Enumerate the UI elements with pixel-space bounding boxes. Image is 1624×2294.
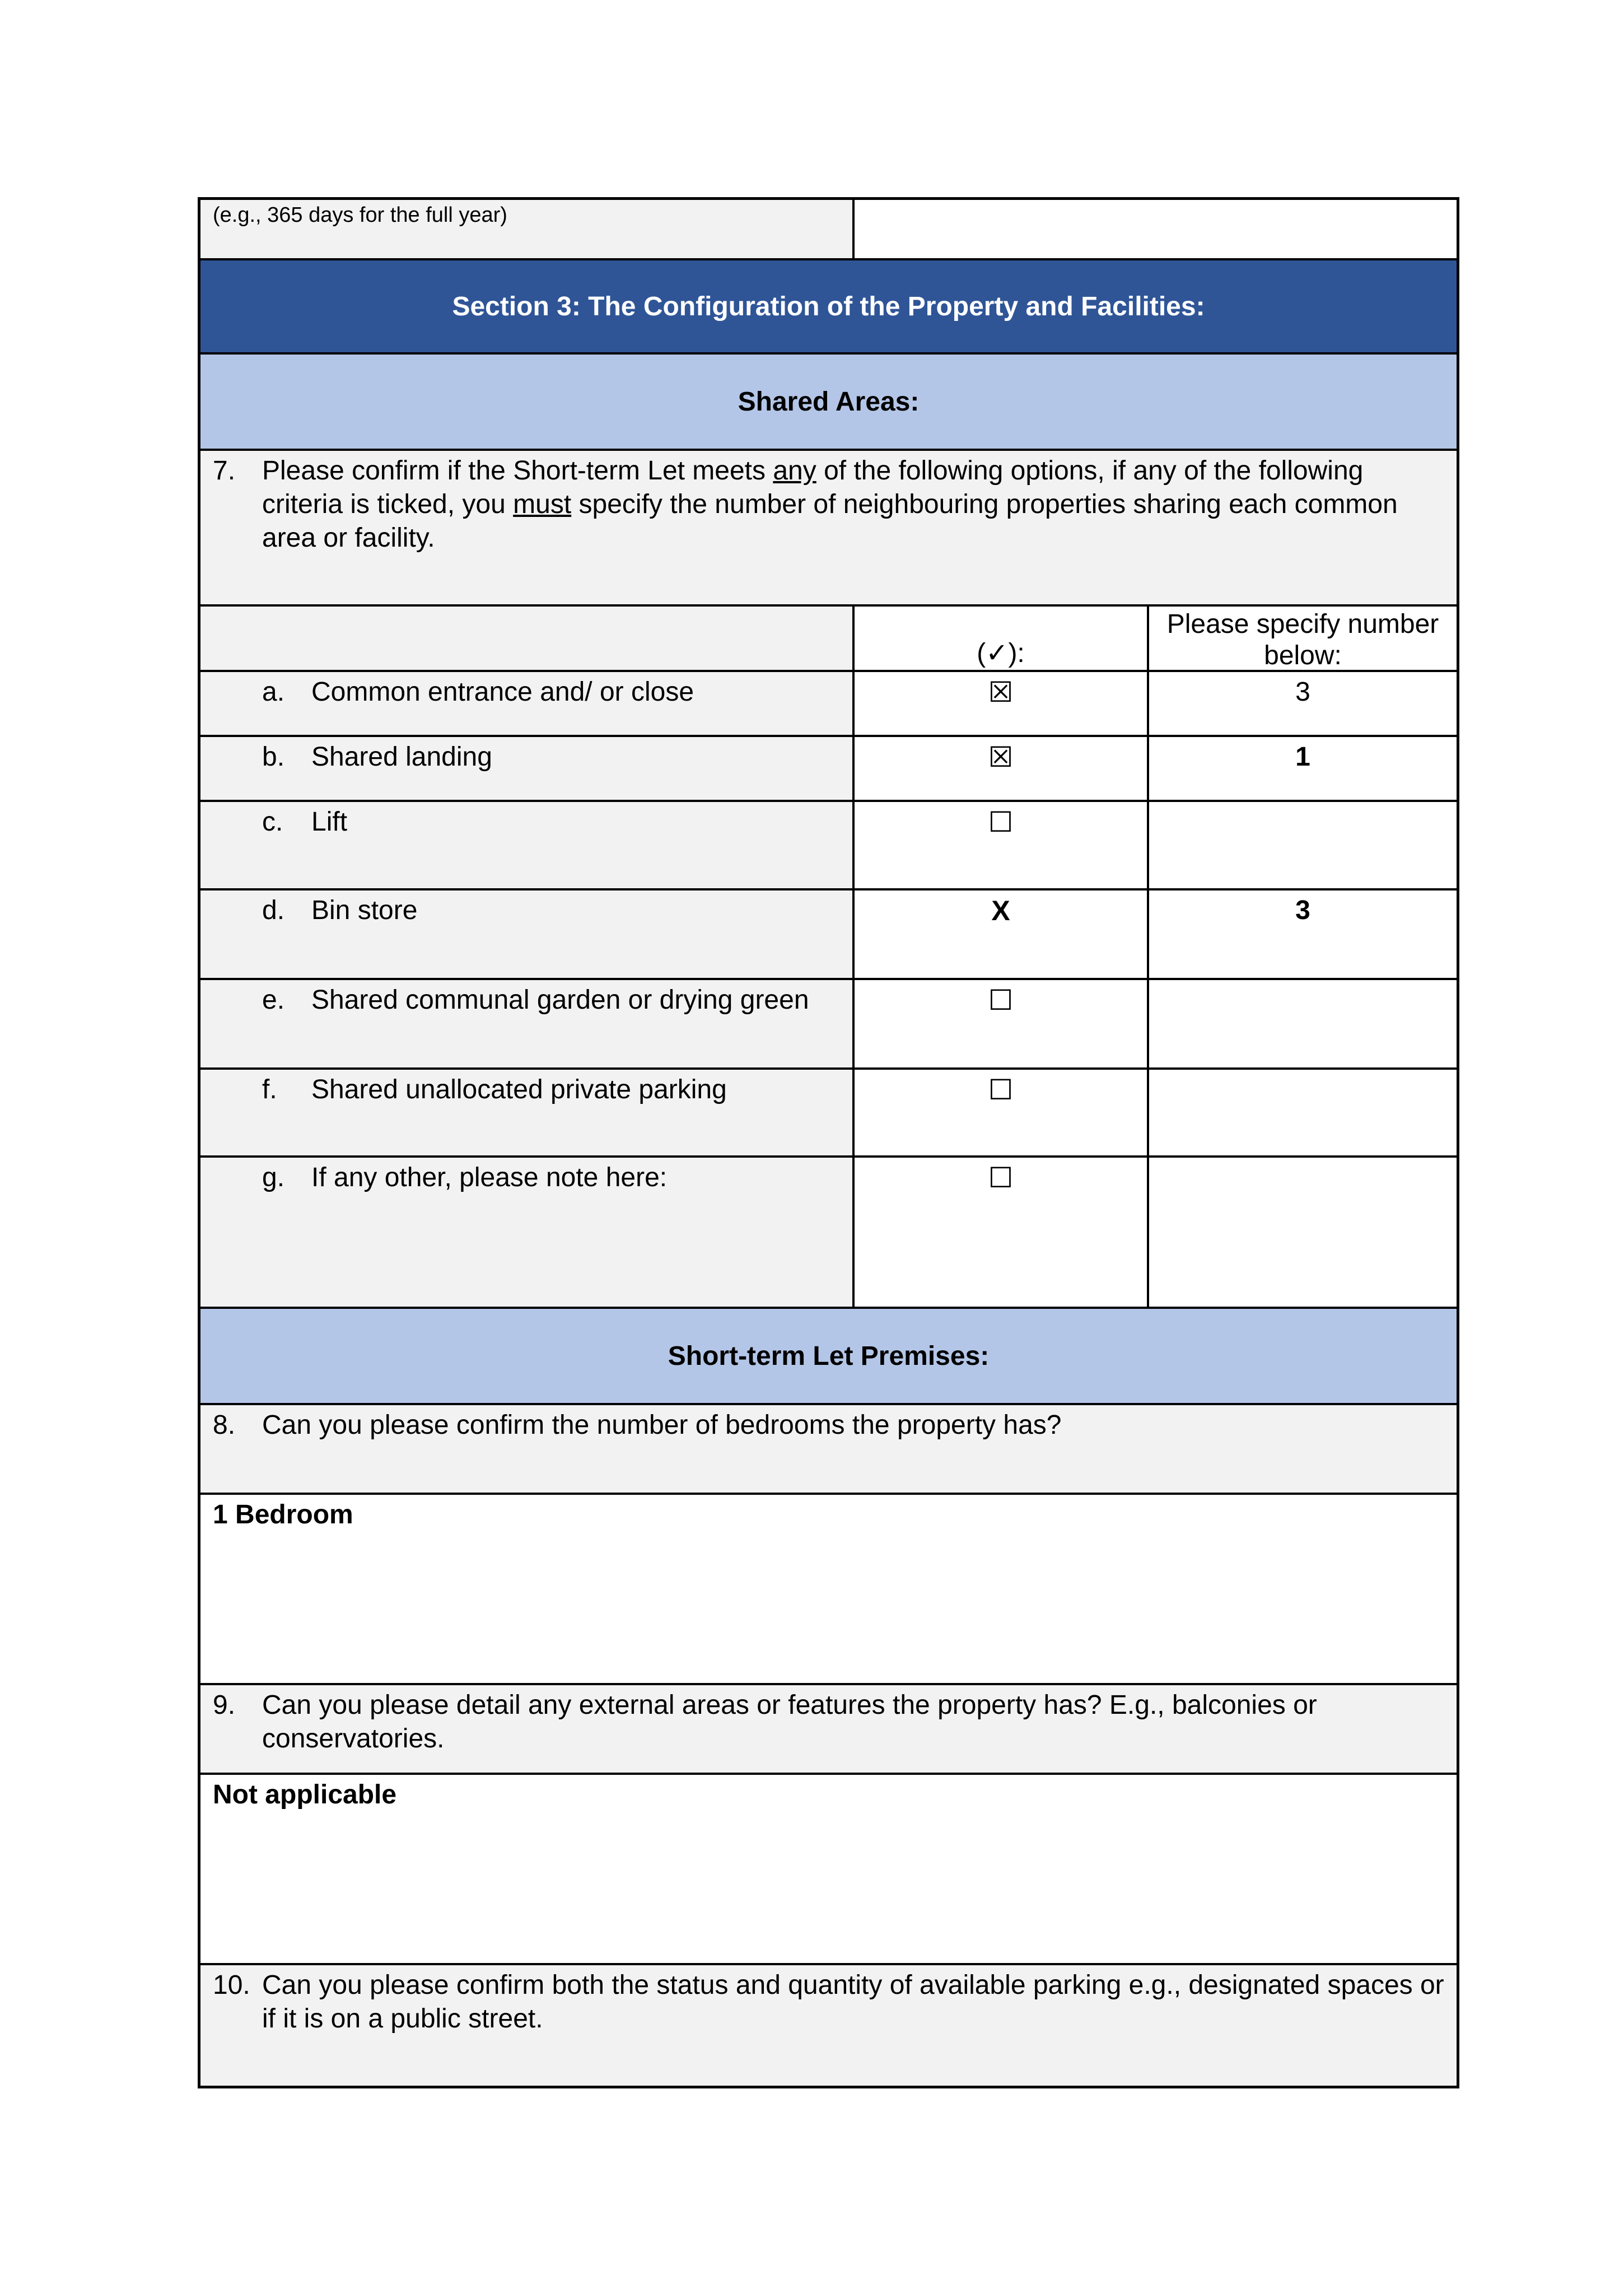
question-9-number: 9. (213, 1690, 236, 1720)
shared-area-label-cell (200, 737, 855, 800)
days-row (200, 200, 1457, 258)
number-field[interactable]: 3 (1149, 672, 1457, 735)
shared-area-label-cell (200, 802, 855, 888)
shared-area-row (200, 1067, 1457, 1155)
question-9-answer-row (200, 1773, 1457, 1963)
number-column-header: Please specify number below: (1149, 607, 1457, 670)
item-label: Shared unallocated private parking (311, 1075, 727, 1104)
shared-area-label-cell (200, 1070, 855, 1155)
shared-area-row (200, 735, 1457, 800)
item-letter: e. (262, 985, 285, 1015)
shared-area-label-cell (200, 672, 855, 735)
question-8 (200, 1405, 1457, 1493)
question-7 (200, 451, 1457, 604)
question-10-number: 10. (213, 1970, 250, 2000)
number-field[interactable] (1149, 802, 1457, 888)
question-9-row (200, 1683, 1457, 1773)
question-8-answer[interactable]: 1 Bedroom (213, 1500, 353, 1530)
shared-area-row (200, 888, 1457, 978)
item-label: Common entrance and/ or close (311, 677, 694, 707)
q7-text-part: Please confirm if the Short-term Let meets (262, 456, 773, 486)
shared-area-row (200, 670, 1457, 735)
section-3-title: Section 3: The Configuration of the Property and Facilities: (452, 291, 1205, 321)
number-field[interactable]: 1 (1149, 737, 1457, 800)
question-7-text (262, 454, 1444, 604)
q7-text-part: of the following options, if any of the following criteria is ticked, you (262, 456, 1364, 519)
question-9 (200, 1685, 1457, 1773)
tick-column-header: (✓): (855, 607, 1149, 670)
question-9-answer[interactable]: Not applicable (213, 1780, 397, 1810)
premises-title: Short-term Let Premises: (668, 1341, 990, 1371)
item-label: Bin store (311, 896, 418, 925)
x-mark[interactable]: X (855, 890, 1149, 978)
question-10-text: Can you please confirm both the status and quantity of available parking e.g., designated spaces or if it is on a public street. (262, 1970, 1444, 2034)
shared-area-label-cell (200, 890, 855, 978)
item-letter: b. (262, 742, 285, 772)
question-8-number: 8. (213, 1410, 236, 1440)
item-label: If any other, please note here: (311, 1163, 668, 1192)
item-letter: a. (262, 677, 285, 707)
number-field[interactable] (1149, 1158, 1457, 1307)
item-letter: c. (262, 807, 283, 837)
question-9-text: Can you please detail any external areas or features the property has? E.g., balconies or conservatories. (262, 1690, 1317, 1754)
number-field[interactable]: 3 (1149, 890, 1457, 978)
shared-area-row (200, 1155, 1457, 1307)
item-label: Lift (311, 807, 348, 837)
days-note: (e.g., 365 days for the full year) (200, 200, 855, 258)
question-10-row (200, 1963, 1457, 2086)
empty-checkbox[interactable]: ☐ (855, 1070, 1149, 1155)
shared-area-row (200, 800, 1457, 888)
q7-text-any: any (773, 456, 816, 486)
question-7-number: 7. (213, 456, 236, 486)
days-input[interactable] (855, 200, 1457, 258)
premises-header (200, 1307, 1457, 1403)
empty-checkbox[interactable]: ☐ (855, 1158, 1149, 1307)
question-10 (200, 1965, 1457, 2086)
shared-area-row (200, 978, 1457, 1067)
checked-checkbox[interactable]: ☒ (855, 737, 1149, 800)
number-field[interactable] (1149, 1070, 1457, 1155)
question-8-row (200, 1403, 1457, 1493)
question-8-answer-row (200, 1493, 1457, 1683)
question-7-row (200, 449, 1457, 604)
shared-areas-header (200, 352, 1457, 449)
item-letter: f. (262, 1075, 277, 1104)
empty-checkbox[interactable]: ☐ (855, 980, 1149, 1067)
application-form-table (198, 197, 1459, 2088)
header-blank-cell (200, 607, 855, 670)
question-8-text: Can you please confirm the number of bedrooms the property has? (262, 1410, 1062, 1440)
section-3-header (200, 258, 1457, 352)
item-letter: g. (262, 1163, 285, 1192)
item-label: Shared communal garden or drying green (311, 985, 809, 1015)
shared-areas-column-headers (200, 604, 1457, 670)
item-label: Shared landing (311, 742, 492, 772)
number-field[interactable] (1149, 980, 1457, 1067)
q7-text-part: specify the number of neighbouring properties sharing each common area or facility. (262, 489, 1398, 553)
shared-area-label-cell (200, 980, 855, 1067)
item-letter: d. (262, 896, 285, 925)
q7-text-must: must (513, 489, 572, 519)
checked-checkbox[interactable]: ☒ (855, 672, 1149, 735)
empty-checkbox[interactable]: ☐ (855, 802, 1149, 888)
shared-areas-title: Shared Areas: (738, 386, 920, 417)
shared-area-label-cell (200, 1158, 855, 1307)
